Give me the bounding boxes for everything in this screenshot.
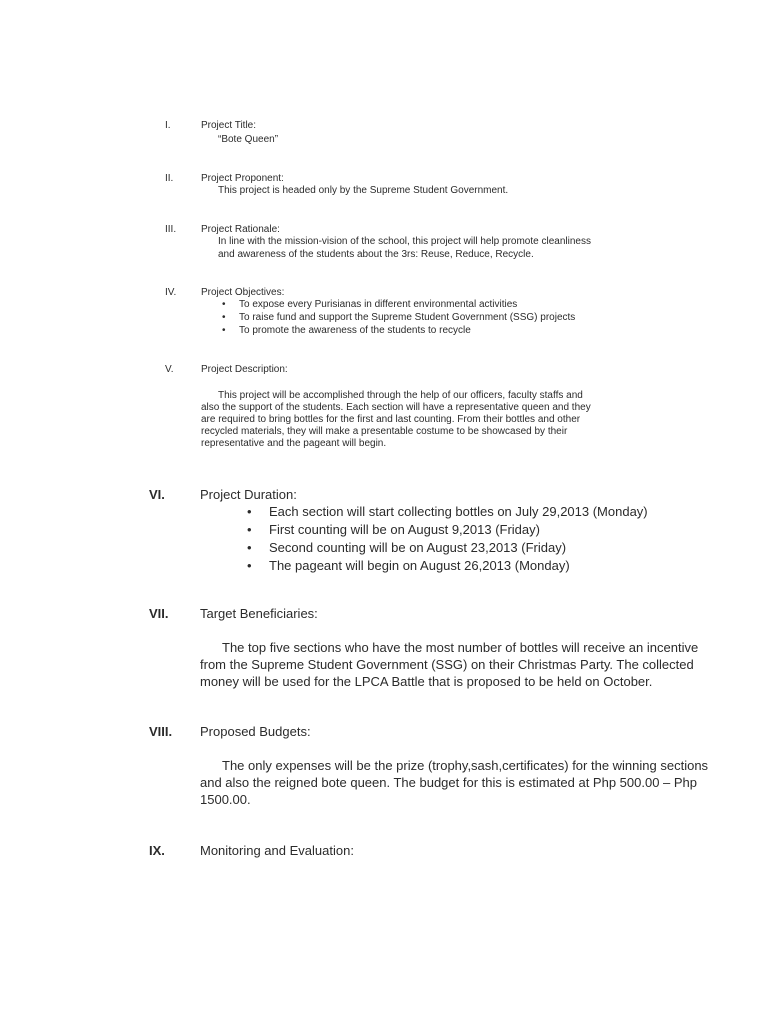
- section-heading: Project Description:: [201, 364, 288, 375]
- list-item-text: The pageant will begin on August 26,2013 (Monday): [269, 558, 570, 573]
- bullet-icon: •: [222, 299, 226, 310]
- section-number: VI.: [149, 487, 165, 502]
- list-item: [0, 324, 768, 337]
- section-project-title: [0, 119, 768, 149]
- section-number: V.: [165, 364, 174, 375]
- bullet-icon: •: [222, 312, 226, 323]
- section-heading: Project Duration:: [200, 487, 297, 502]
- list-item-text: To expose every Purisianas in different environmental activities: [239, 299, 518, 310]
- list-item: [0, 521, 768, 539]
- bullet-icon: •: [247, 540, 252, 555]
- budget-line: 1500.00.: [200, 792, 251, 807]
- section-project-rationale: [0, 223, 768, 268]
- section-heading: Proposed Budgets:: [200, 724, 311, 739]
- section-project-objectives: [0, 286, 768, 342]
- list-item: [0, 298, 768, 311]
- bullet-icon: •: [247, 504, 252, 519]
- section-heading: Project Proponent:: [201, 173, 284, 184]
- section-number: VIII.: [149, 724, 173, 739]
- section-number: IX.: [149, 843, 165, 858]
- section-number: III.: [165, 224, 177, 235]
- project-proponent-text: This project is headed only by the Supreme Student Government.: [218, 185, 509, 196]
- description-line: This project will be accomplished through the help of our officers, faculty staffs and: [218, 390, 583, 401]
- budget-line: and also the reigned bote queen. The budget for this is estimated at Php 500.00 – Php: [200, 775, 698, 790]
- list-item-text: To promote the awareness of the students to recycle: [239, 325, 471, 336]
- section-project-description: [0, 363, 768, 453]
- list-item-text: Each section will start collecting bottles on July 29,2013 (Monday): [269, 504, 648, 519]
- section-heading: Project Rationale:: [201, 224, 280, 235]
- section-number: II.: [165, 173, 174, 184]
- list-item-text: Second counting will be on August 23,2013 (Friday): [269, 540, 567, 555]
- bullet-icon: •: [222, 325, 226, 336]
- rationale-line: In line with the mission-vision of the school, this project will help promote cleanliness: [218, 236, 591, 247]
- list-item: [0, 503, 768, 521]
- section-number: IV.: [165, 287, 177, 298]
- list-item: [0, 539, 768, 557]
- beneficiaries-line: The top five sections who have the most number of bottles will receive an incentive: [222, 640, 699, 655]
- list-item-text: To raise fund and support the Supreme Student Government (SSG) projects: [239, 312, 576, 323]
- bullet-icon: •: [247, 558, 252, 573]
- beneficiaries-line: money will be used for the LPCA Battle that is proposed to be held on October.: [200, 674, 653, 689]
- section-project-proponent: [0, 172, 768, 202]
- project-title-text: “Bote Queen”: [218, 134, 279, 145]
- description-line: also the support of the students. Each section will have a representative queen and they: [201, 402, 591, 413]
- list-item: [0, 311, 768, 324]
- section-target-beneficiaries: [0, 605, 768, 691]
- section-proposed-budgets: [0, 723, 768, 809]
- objectives-list: [0, 298, 768, 337]
- section-monitoring-evaluation: [0, 842, 768, 862]
- section-project-duration: [0, 486, 768, 578]
- section-number: VII.: [149, 606, 169, 621]
- section-heading: Monitoring and Evaluation:: [200, 843, 354, 858]
- section-number: I.: [165, 120, 171, 131]
- budget-line: The only expenses will be the prize (trophy,sash,certificates) for the winning sections: [222, 758, 709, 773]
- description-line: recycled materials, they will make a presentable costume to be showcased by their: [201, 426, 568, 437]
- bullet-icon: •: [247, 522, 252, 537]
- description-line: representative and the pageant will begin.: [201, 438, 387, 449]
- description-line: are required to bring bottles for the first and last counting. From their bottles and other: [201, 414, 581, 425]
- list-item: [0, 557, 768, 575]
- duration-list: [0, 503, 768, 575]
- section-heading: Project Title:: [201, 120, 257, 131]
- list-item-text: First counting will be on August 9,2013 (Friday): [269, 522, 540, 537]
- rationale-line: and awareness of the students about the 3rs: Reuse, Reduce, Recycle.: [218, 249, 534, 260]
- section-heading: Target Beneficiaries:: [200, 606, 318, 621]
- section-heading: Project Objectives:: [201, 287, 285, 298]
- beneficiaries-line: from the Supreme Student Government (SSG) on their Christmas Party. The collected: [200, 657, 694, 672]
